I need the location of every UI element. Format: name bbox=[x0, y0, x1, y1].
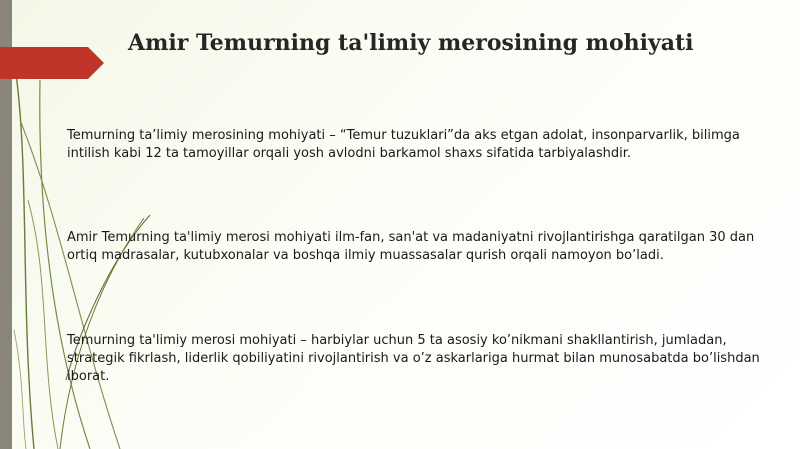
slide-title: Amir Temurning ta'limiy merosining mohiyati bbox=[128, 30, 694, 56]
paragraph-3: Temurning ta'limiy merosi mohiyati – harbiylar uchun 5 ta asosiy ko’nikmani shakllantirish, jumladan, strategik fikrlash, liderlik qobiliyatini rivojlantirish va o’z askarlariga hurmat bilan munosabatda bo’lishdan iborat. bbox=[67, 333, 760, 384]
title-arrow-banner bbox=[0, 47, 104, 79]
paragraph-1: Temurning ta’limiy merosining mohiyati – “Temur tuzuklari”da aks etgan adolat, insonparvarlik, bilimga intilish kabi 12 ta tamoyillar orqali yosh avlodni barkamol shaxs sifatida tarbiyalashdir. bbox=[67, 128, 740, 161]
paragraph-2: Amir Temurning ta'limiy merosi mohiyati ilm-fan, san'at va madaniyatni rivojlantirishga qaratilgan 30 dan ortiq madrasalar, kutubxonalar va boshqa ilmiy muassasalar qurish orqali namoyon bo’ladi. bbox=[67, 230, 755, 263]
